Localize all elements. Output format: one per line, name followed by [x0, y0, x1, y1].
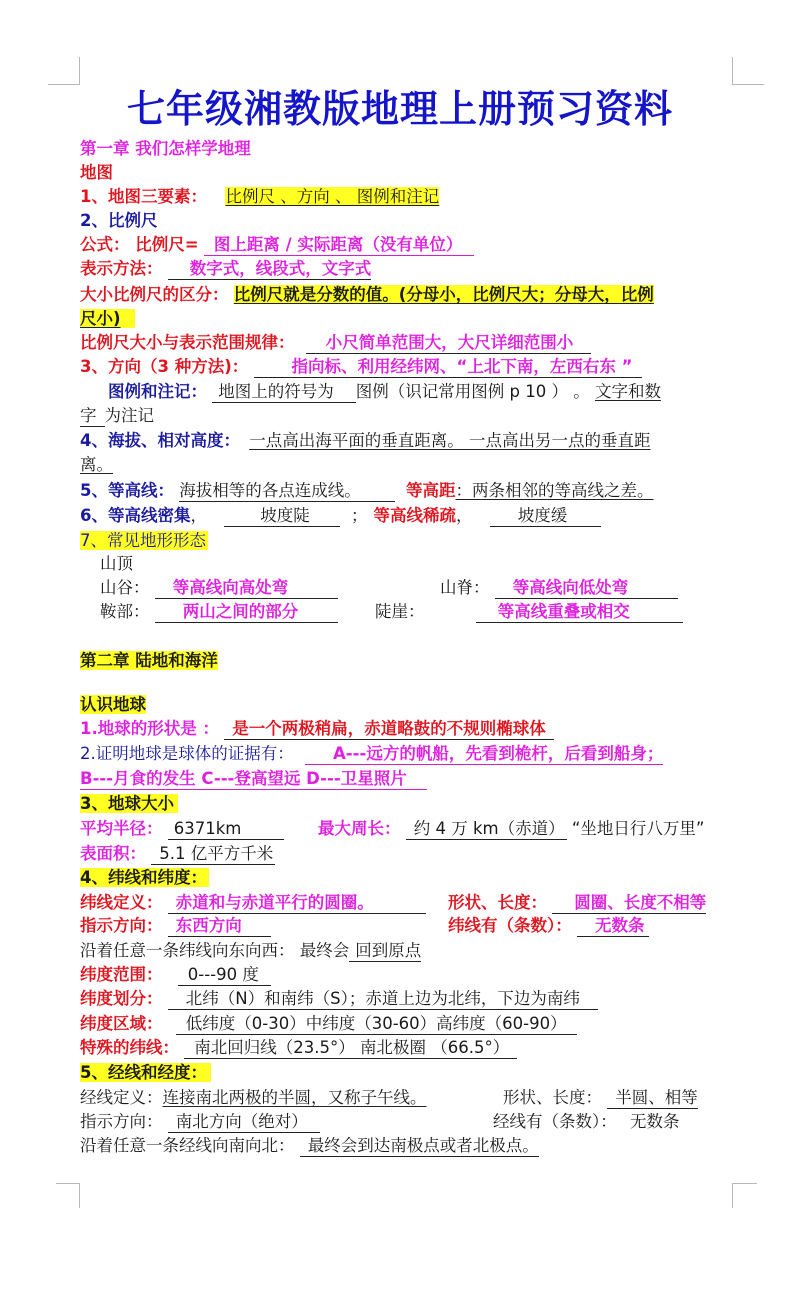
- meridian-shape-line: [503, 1087, 698, 1109]
- label: 4、纬线和纬度：: [80, 868, 207, 887]
- label: 比例尺大小与表示范围规律：: [80, 333, 295, 352]
- circumference-line: [318, 818, 704, 840]
- label: 山脊：: [440, 578, 490, 597]
- label: 经线有（条数）：: [493, 1112, 617, 1131]
- chapter1-heading: 第一章 我们怎样学地理: [80, 139, 251, 158]
- text: 地图上的符号为: [212, 382, 356, 403]
- earth-shape-line: [80, 718, 554, 740]
- parallel-shape-line: [448, 892, 706, 914]
- density-line: [80, 505, 601, 527]
- parallel-direction-line: [80, 915, 271, 937]
- meridian-direction-line: [80, 1111, 320, 1133]
- meridian-travel-line: [80, 1135, 539, 1157]
- corner-mark-top-right: [732, 57, 764, 85]
- answer: 坡度缓: [490, 506, 602, 527]
- answer: 两山之间的部分: [155, 602, 338, 623]
- label: 第二章 陆地和海洋: [80, 651, 218, 670]
- text: 图例（识记常用图例 p 10 ） 。: [355, 382, 590, 401]
- formula-line: [80, 234, 474, 256]
- meridian-count-line: [493, 1111, 680, 1133]
- label: 纬度范围：: [80, 965, 163, 984]
- label: 5、等高线：: [80, 481, 174, 500]
- label: 1.地球的形状是 ：: [80, 719, 219, 738]
- answer: 东西方向: [168, 916, 271, 937]
- label: 沿着任意一条经线向南向北：: [80, 1136, 295, 1155]
- label: 纬线有（条数）：: [448, 916, 572, 935]
- legend-line: [108, 381, 661, 403]
- label: 认识地球: [80, 695, 146, 714]
- answer: B---月食的发生 C---登高望远 D---卫星照片: [80, 769, 427, 790]
- label: 公式： 比例尺=: [80, 235, 199, 254]
- value: 6371km: [168, 819, 284, 840]
- label: 7、常见地形形态: [80, 531, 206, 550]
- evidence-line: [80, 743, 663, 765]
- text: 字: [80, 406, 105, 427]
- text: 为注记: [104, 406, 154, 425]
- landforms-heading: [80, 530, 208, 552]
- answer: 半圆、相等: [607, 1088, 698, 1109]
- label: 指示方向：: [80, 916, 163, 935]
- answer: 一点高出海平面的垂直距离。 一点高出另一点的垂直距: [249, 431, 651, 450]
- label: 6、等高线密集: [80, 506, 191, 525]
- label: 等高距: [405, 481, 456, 500]
- text: 沿着任意一条纬线向东向西： 最终会: [80, 941, 350, 960]
- label: 2.证明地球是球体的证据有：: [80, 744, 294, 763]
- label: 纬线定义：: [80, 893, 163, 912]
- label: 大小比例尺的区分：: [80, 285, 229, 304]
- document-title: 七年级湘教版地理上册预习资料: [126, 87, 673, 131]
- answer: 低纬度（0-30）中纬度（30-60）高纬度（60-90）: [176, 1014, 577, 1035]
- answer: 离。: [80, 455, 113, 474]
- label: 形状、长度：: [448, 893, 547, 912]
- parallel-count-line: [448, 915, 649, 937]
- label: 5、经线和经度：: [80, 1063, 211, 1082]
- text: “坐地日行八万里”: [571, 819, 705, 838]
- answer: 坡度陡: [224, 506, 340, 527]
- text: 文字和数: [594, 382, 661, 401]
- label: 经线定义：: [80, 1088, 163, 1107]
- distinguish-line: [80, 284, 654, 306]
- text: ，: [190, 506, 207, 525]
- scale-rule-line: [80, 332, 591, 354]
- label: 陡崖：: [375, 602, 425, 621]
- label: 表面积：: [80, 844, 146, 863]
- label: 3、地球大小: [80, 794, 178, 813]
- label: 1、地图三要素：: [80, 187, 207, 206]
- label: 图例和注记：: [108, 382, 207, 401]
- altitude-line-2: [80, 454, 113, 476]
- distinguish-line-2: [80, 308, 135, 330]
- answer: 比例尺就是分数的值。(分母小，比例尺大；分母大，比例: [233, 285, 654, 304]
- latitude-division-line: [80, 988, 598, 1010]
- latitude-heading: [80, 867, 209, 889]
- latitude-zone-line: [80, 1013, 577, 1035]
- answer: 无数条: [630, 1112, 680, 1131]
- answer: 等高线向低处弯: [495, 578, 678, 599]
- parallel-def-line: [80, 892, 426, 914]
- latitude-range-line: [80, 964, 271, 986]
- text: ；: [350, 506, 368, 525]
- longitude-heading: [80, 1062, 211, 1084]
- section-earth: [80, 694, 146, 716]
- ridge-line: [440, 577, 678, 599]
- label: 山谷：: [100, 578, 150, 597]
- map-elements-line: [80, 186, 439, 208]
- answer: 北纬（N）和南纬（S）；赤道上边为北纬，下边为南纬: [168, 989, 598, 1010]
- answer: 连接南北两极的半圆，又称子午线。: [162, 1088, 427, 1107]
- label: 鞍部：: [100, 602, 150, 621]
- cliff-line: [375, 601, 683, 623]
- section-map: 地图: [80, 163, 113, 182]
- chapter2-heading: [80, 650, 218, 672]
- altitude-line: [80, 430, 650, 452]
- label: 平均半径：: [80, 819, 163, 838]
- value: 约 4 万 km（赤道）: [406, 819, 567, 840]
- label: 特殊的纬线：: [80, 1038, 179, 1057]
- answer: 指向标、利用经纬网、“上北下南，左西右东 ”: [254, 357, 643, 378]
- answer: 海拔相等的各点连成线。: [179, 481, 395, 502]
- parallel-travel-line: [80, 940, 421, 962]
- meridian-def-line: [80, 1087, 427, 1109]
- legend-line-2: [80, 405, 154, 427]
- label: 纬度区域：: [80, 1014, 163, 1033]
- contour-line: [80, 480, 653, 502]
- answer: 等高线向高处弯: [155, 578, 338, 599]
- label: 指示方向：: [80, 1112, 163, 1131]
- direction-line: [80, 356, 642, 378]
- answer: 图上距离 / 实际距离（没有单位）: [204, 235, 475, 256]
- answer: 南北方向（绝对）: [168, 1112, 320, 1133]
- label: 3、方向（3 种方法)：: [80, 357, 249, 376]
- method-line: [80, 258, 371, 280]
- answer: 尺小): [80, 309, 135, 328]
- saddle-line: [100, 601, 338, 623]
- answer: 赤道和与赤道平行的圆圈。: [168, 893, 426, 914]
- answer: 小尺简单范围大，大尺详细范围小: [306, 333, 592, 354]
- evidence-line-2: [80, 768, 427, 790]
- value: 5.1 亿平方千米: [151, 844, 275, 865]
- corner-mark-bottom-left: [56, 1183, 80, 1208]
- answer: 0---90 度: [178, 965, 271, 986]
- scale-heading: 2、比例尺: [80, 211, 158, 230]
- label: 最大周长：: [318, 819, 401, 838]
- label: 4、海拔、相对高度：: [80, 431, 240, 450]
- answer: 比例尺 、方向 、 图例和注记: [225, 187, 440, 206]
- answer: 数字式，线段式，文字式: [168, 259, 372, 280]
- text: ，: [455, 506, 473, 525]
- answer: ：两条相邻的等高线之差。: [455, 481, 654, 500]
- label: 表示方法：: [80, 259, 163, 278]
- area-line: [80, 843, 275, 865]
- answer: A---远方的帆船，先看到桅杆，后看到船身；: [305, 744, 663, 765]
- label: 纬度划分：: [80, 989, 163, 1008]
- summit: 山顶: [100, 554, 133, 573]
- special-parallels-line: [80, 1037, 517, 1059]
- corner-mark-top-left: [48, 57, 80, 85]
- answer: 回到原点: [349, 941, 421, 962]
- label: 形状、长度：: [503, 1088, 602, 1107]
- answer: 是一个两极稍扁，赤道略鼓的不规则椭球体: [224, 719, 554, 740]
- answer: 圆圈、长度不相等: [552, 893, 706, 914]
- radius-line: [80, 818, 284, 840]
- answer: 等高线重叠或相交: [476, 602, 683, 623]
- answer: 南北回归线（23.5°） 南北极圈 （66.5°）: [184, 1038, 517, 1059]
- corner-mark-bottom-right: [732, 1183, 757, 1208]
- answer: 无数条: [577, 916, 649, 937]
- earth-size-heading: [80, 793, 178, 815]
- valley-line: [100, 577, 338, 599]
- answer: 最终会到达南极点或者北极点。: [300, 1136, 539, 1157]
- label: 等高线稀疏: [373, 506, 456, 525]
